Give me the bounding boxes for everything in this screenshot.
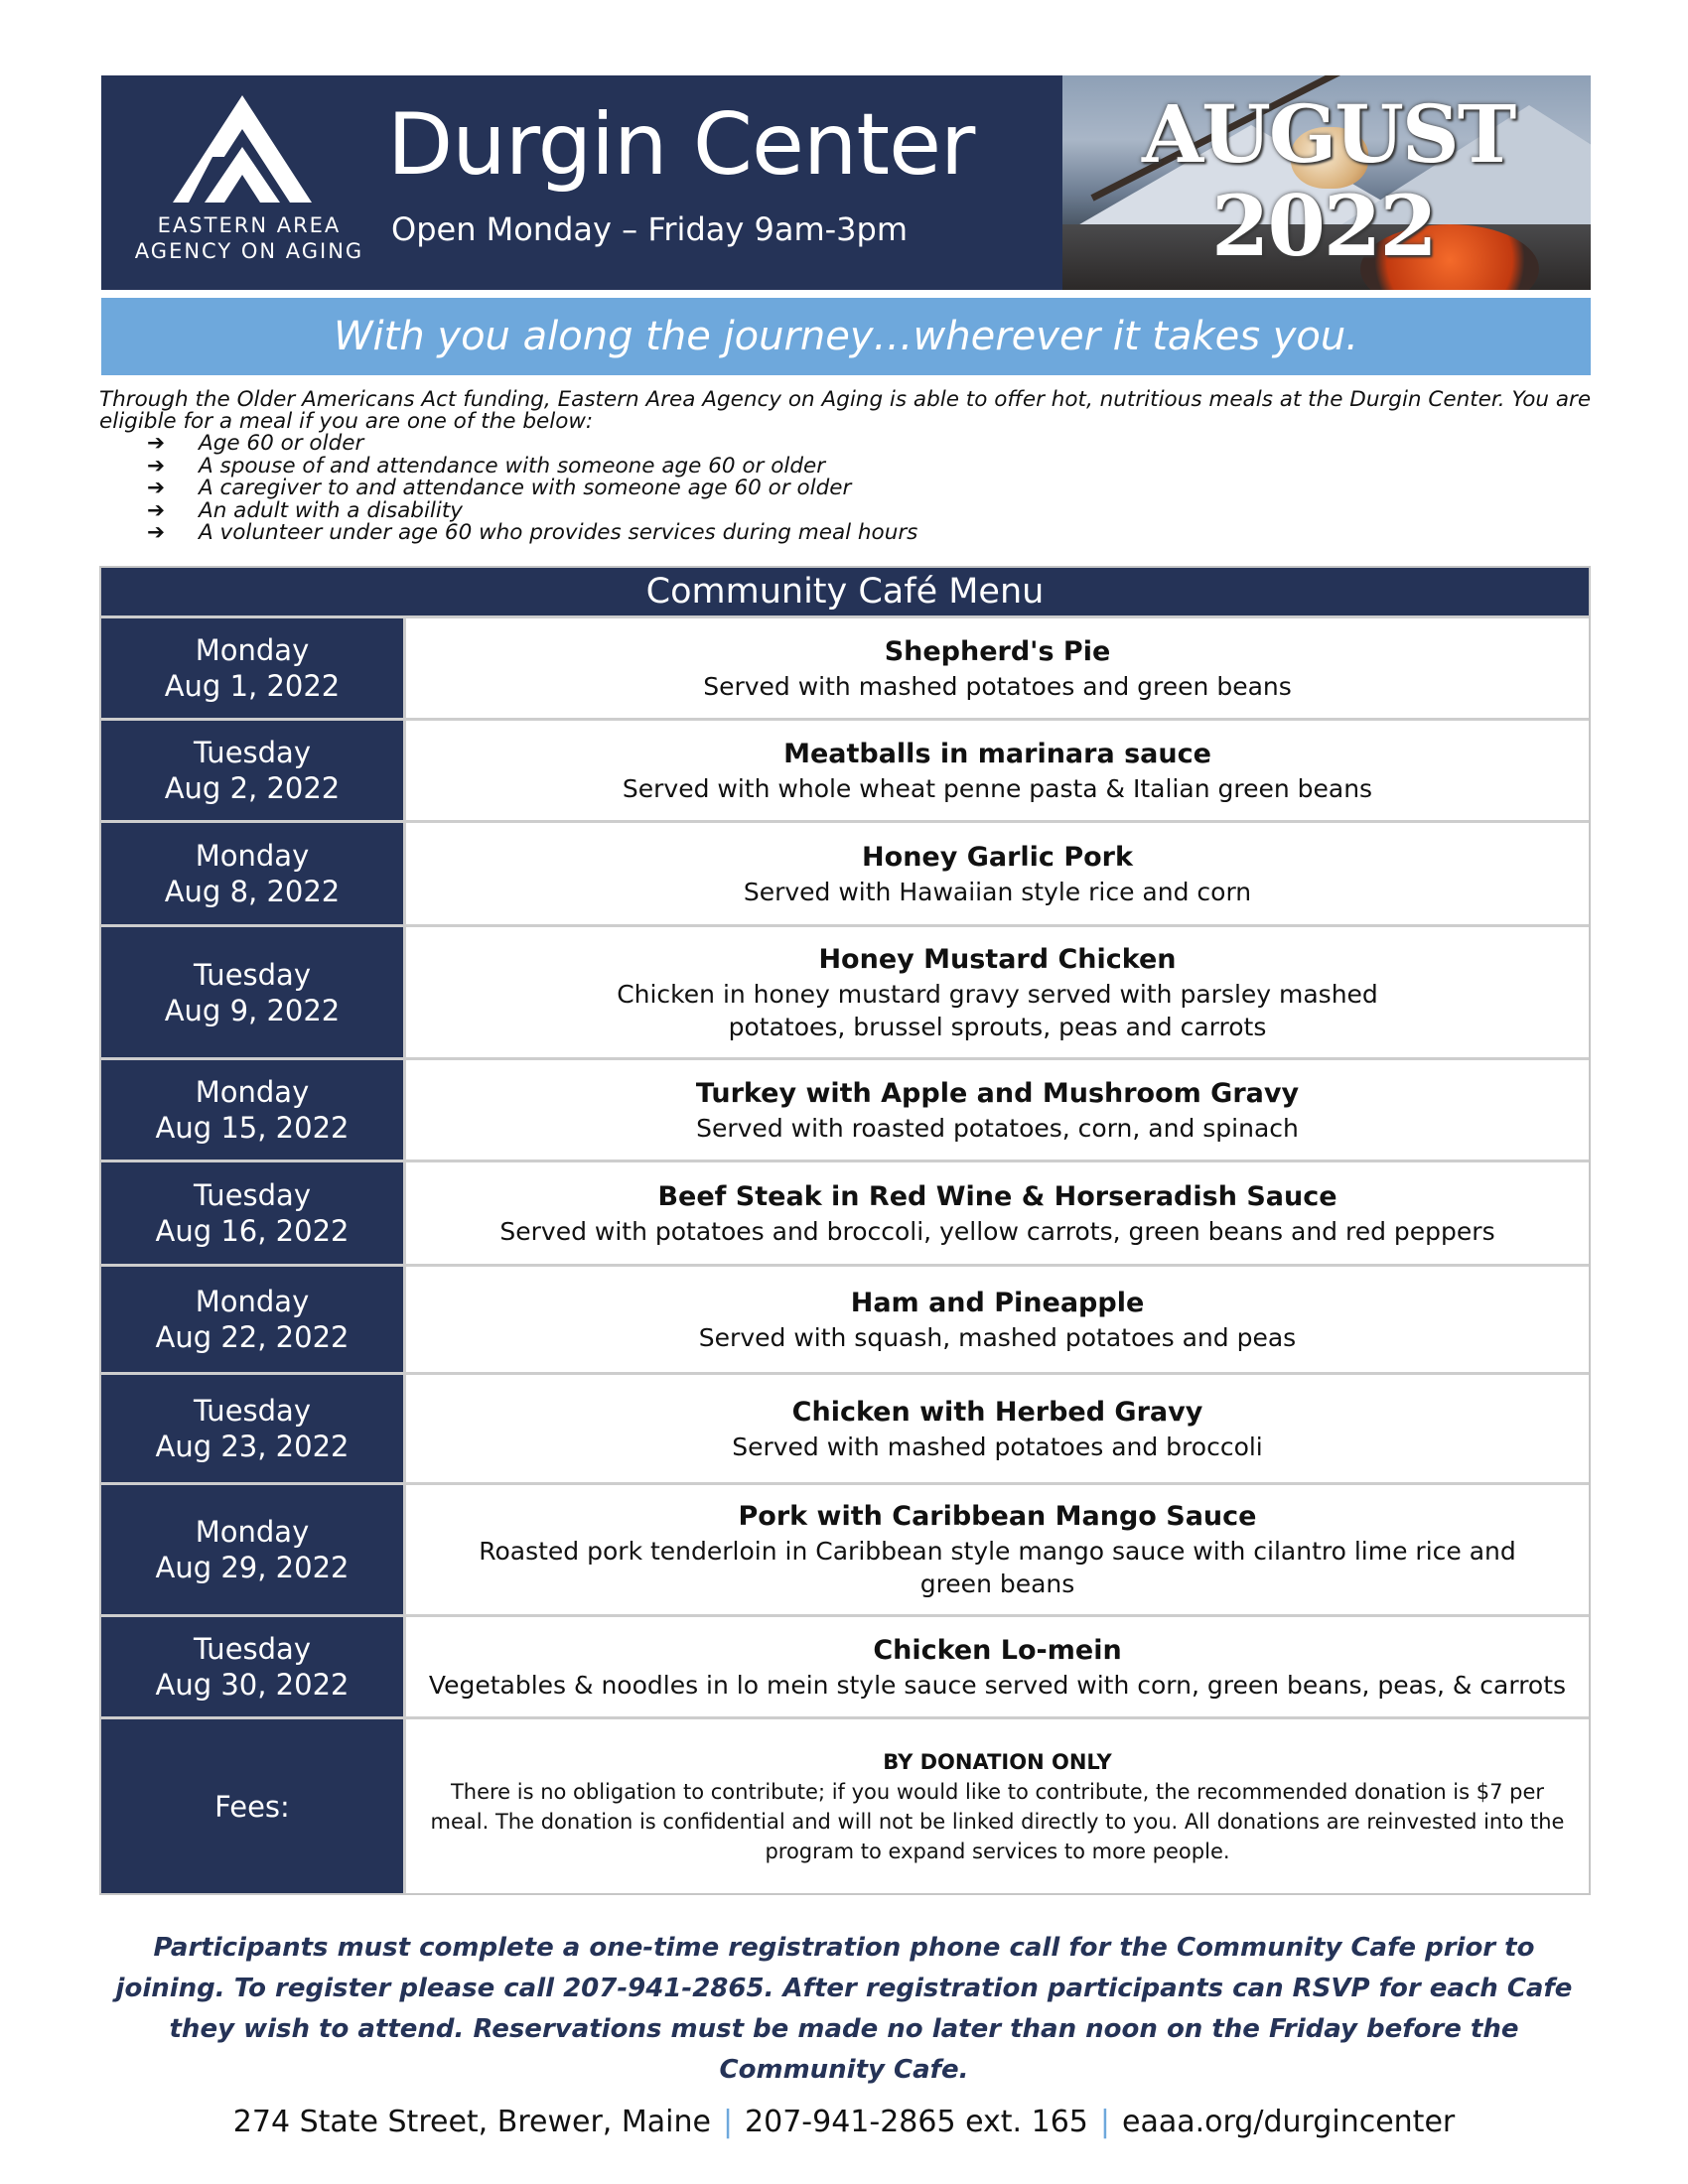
- fees-heading: BY DONATION ONLY: [883, 1749, 1112, 1774]
- list-item: ➔ A volunteer under age 60 who provides services during meal hours: [147, 520, 918, 545]
- meal-desc: Served with roasted potatoes, corn, and spinach: [696, 1113, 1299, 1143]
- footer-separator: |: [722, 2105, 734, 2139]
- footer-phone: 207-941-2865 ext. 165: [745, 2105, 1088, 2139]
- meal-name: Turkey with Apple and Mushroom Gravy: [695, 1077, 1300, 1109]
- meal-name: Honey Mustard Chicken: [818, 943, 1177, 975]
- fees-text: There is no obligation to contribute; if you would like to contribute, the recommended donation is $7 per meal. The donation is confidential and will not be linked directly to you. All donations are reinvested into the program to expand services to more people.: [430, 1779, 1565, 1863]
- footer-url[interactable]: eaaa.org/durgincenter: [1122, 2105, 1456, 2139]
- day-cell: Tuesday Aug 23, 2022: [101, 1375, 406, 1482]
- meal-cell: [406, 1375, 1589, 1482]
- eligibility-list: [99, 433, 1599, 545]
- org-name-line1: EASTERN AREA: [157, 213, 342, 237]
- arrow-right-icon: ➔: [147, 476, 166, 500]
- table-row: [101, 1482, 1589, 1614]
- meal-cell: [406, 1485, 1589, 1614]
- day-cell: Tuesday Aug 16, 2022: [101, 1162, 406, 1264]
- meal-cell: [406, 1617, 1589, 1716]
- footer: [0, 2105, 1688, 2139]
- meal-cell: [406, 618, 1589, 718]
- menu-table: [99, 566, 1591, 1895]
- table-row: [101, 1264, 1589, 1372]
- meal-cell: [406, 927, 1589, 1057]
- meal-desc: Served with mashed potatoes and broccoli: [732, 1432, 1263, 1461]
- table-row: [101, 1160, 1589, 1264]
- meal-cell: [406, 721, 1589, 820]
- meal-desc: Served with whole wheat penne pasta & Italian green beans: [622, 773, 1373, 803]
- table-row: [101, 615, 1589, 718]
- menu-title: Community Café Menu: [101, 568, 1589, 615]
- meal-desc: Vegetables & noodles in lo mein style sauce served with corn, green beans, peas, & carrots: [428, 1670, 1567, 1700]
- day-cell: Monday Aug 1, 2022: [101, 618, 406, 718]
- fees-label: Fees:: [101, 1719, 406, 1893]
- fees-row: [101, 1716, 1589, 1893]
- meal-desc: Roasted pork tenderloin in Caribbean style mango sauce with cilantro lime rice and green beans: [479, 1537, 1516, 1598]
- mountain-logo-icon: [173, 95, 320, 205]
- meal-name: Shepherd's Pie: [884, 635, 1111, 667]
- meal-desc: Chicken in honey mustard gravy served with parsley mashed potatoes, brussel sprouts, peas and carrots: [617, 979, 1378, 1041]
- day-cell: Tuesday Aug 30, 2022: [101, 1617, 406, 1716]
- fees-cell: [406, 1719, 1589, 1893]
- table-row: [101, 1614, 1589, 1716]
- meal-name: Honey Garlic Pork: [862, 841, 1133, 873]
- meal-name: Chicken with Herbed Gravy: [791, 1396, 1203, 1428]
- day-cell: Monday Aug 15, 2022: [101, 1060, 406, 1160]
- meal-cell: [406, 823, 1589, 924]
- meal-desc: Served with squash, mashed potatoes and peas: [698, 1322, 1297, 1352]
- meal-desc: Served with potatoes and broccoli, yellow carrots, green beans and red peppers: [499, 1216, 1495, 1246]
- table-row: [101, 924, 1589, 1057]
- meal-cell: [406, 1060, 1589, 1160]
- arrow-right-icon: ➔: [147, 453, 166, 478]
- year-label: 2022: [1211, 177, 1436, 275]
- table-row: [101, 820, 1589, 924]
- org-name: [127, 212, 371, 264]
- footer-address: 274 State Street, Brewer, Maine: [232, 2105, 711, 2139]
- month-label: AUGUST: [1142, 87, 1515, 181]
- page-title: Durgin Center: [387, 95, 975, 195]
- table-row: [101, 1372, 1589, 1482]
- intro-text: Through the Older Americans Act funding, Eastern Area Agency on Aging is able to offer hot, nutritious meals at the Durgin Center. You are eligible for a meal if you are one of the below:: [99, 387, 1592, 434]
- hours-text: Open Monday – Friday 9am-3pm: [391, 210, 908, 248]
- list-item: ➔ An adult with a disability: [147, 497, 464, 523]
- meal-name: Beef Steak in Red Wine & Horseradish Sauce: [657, 1180, 1337, 1212]
- intro-section: [99, 389, 1599, 545]
- table-row: [101, 1057, 1589, 1160]
- table-row: [101, 718, 1589, 820]
- meal-name: Chicken Lo-mein: [873, 1634, 1122, 1666]
- list-item: ➔ Age 60 or older: [147, 431, 364, 456]
- meal-cell: [406, 1162, 1589, 1264]
- meal-name: Ham and Pineapple: [850, 1287, 1145, 1318]
- day-cell: Monday Aug 8, 2022: [101, 823, 406, 924]
- list-item: ➔ A spouse of and attendance with someone age 60 or older: [147, 453, 826, 478]
- meal-name: Pork with Caribbean Mango Sauce: [738, 1501, 1257, 1532]
- day-cell: Tuesday Aug 9, 2022: [101, 927, 406, 1057]
- org-name-line2: AGENCY ON AGING: [134, 239, 364, 263]
- day-cell: Monday Aug 29, 2022: [101, 1485, 406, 1614]
- arrow-right-icon: ➔: [147, 497, 166, 523]
- tagline: With you along the journey…wherever it takes you.: [101, 298, 1591, 375]
- arrow-right-icon: ➔: [147, 520, 166, 545]
- meal-cell: [406, 1267, 1589, 1372]
- day-cell: Tuesday Aug 2, 2022: [101, 721, 406, 820]
- meal-desc: Served with mashed potatoes and green beans: [703, 671, 1292, 701]
- meal-desc: Served with Hawaiian style rice and corn: [743, 877, 1252, 906]
- day-cell: Monday Aug 22, 2022: [101, 1267, 406, 1372]
- footer-separator: |: [1099, 2105, 1110, 2139]
- arrow-right-icon: ➔: [147, 431, 166, 456]
- list-item: ➔ A caregiver to and attendance with someone age 60 or older: [147, 476, 852, 500]
- campfire-photo: [1062, 75, 1591, 290]
- registration-notice: Participants must complete a one-time registration phone call for the Community Cafe prior to joining. To register please call 207-941-2865. After registration participants can RSVP for each Cafe they wish to attend. Reservations must be made no later than noon on the Friday before the Community Cafe.: [115, 1933, 1573, 2085]
- header-banner: [101, 75, 1591, 290]
- meal-name: Meatballs in marinara sauce: [783, 738, 1211, 769]
